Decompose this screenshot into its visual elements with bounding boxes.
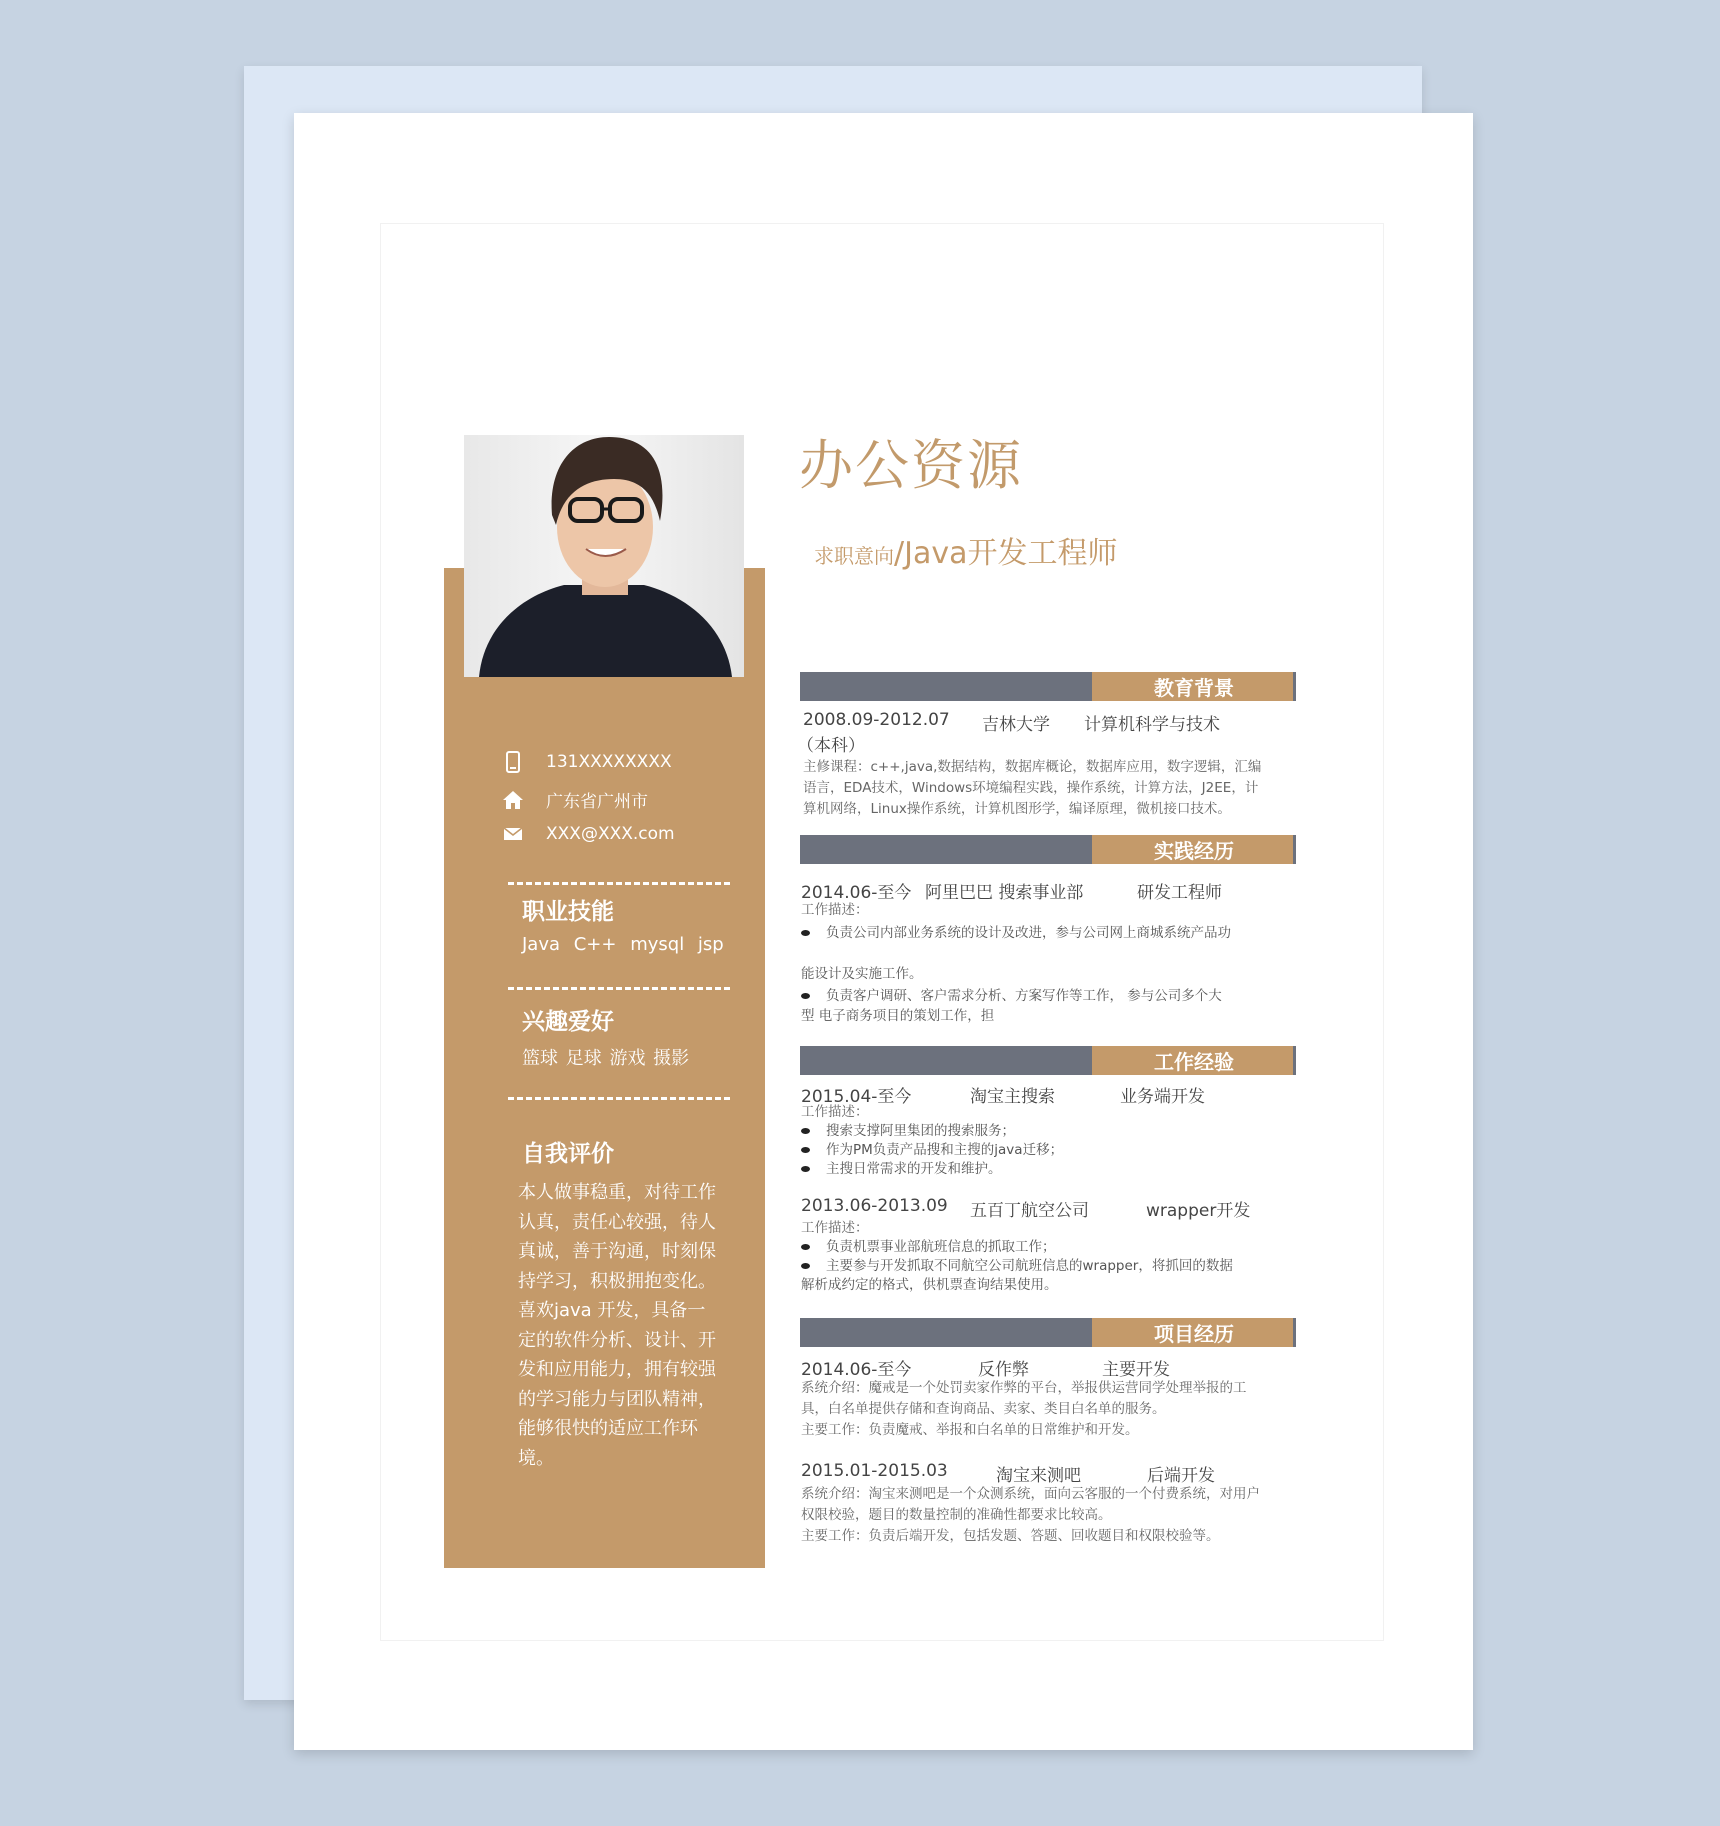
contact-phone (502, 751, 672, 773)
job-intent-label: 求职意向 (814, 544, 894, 568)
project1-duty: 主要工作：负责魔戒、举报和白名单的日常维护和开发。 (801, 1422, 1139, 1438)
project1-intro: 系统介绍：魔戒是一个处罚卖家作弊的平台，举报供运营同学处理举报的工具，白名单提供存储和查询商品、卖家、类目白名单的服务。 (801, 1380, 1247, 1417)
practice-bullet-2-text: 负责客户调研、客户需求分析、方案写作等工作， 参与公司多个大 (826, 988, 1222, 1004)
work2-company: 五百丁航空公司 (970, 1201, 1089, 1221)
practice-period: 2014.06-至今 (801, 883, 912, 903)
work-title: 工作经验 (1092, 1046, 1296, 1075)
hobbies-title: 兴趣爱好 (522, 1009, 614, 1035)
work2-desc-label: 工作描述： (801, 1220, 869, 1236)
job-intent-title: /Java开发工程师 (894, 536, 1118, 571)
self-eval-title: 自我评价 (522, 1141, 614, 1167)
job-intent (814, 528, 1117, 572)
bullet-dot (801, 993, 810, 999)
name-heading: 办公资源 (799, 434, 1023, 497)
work-header-bar (800, 1046, 1296, 1075)
work2-bullet-1 (801, 1237, 1056, 1258)
work2-bullet-1-text: 负责机票事业部航班信息的抓取工作； (826, 1239, 1056, 1255)
home-icon (502, 789, 524, 811)
work1-bullet-3-text: 主搜日常需求的开发和维护。 (826, 1161, 1002, 1177)
work2-role: wrapper开发 (1146, 1201, 1251, 1221)
work1-bullet-3 (801, 1159, 1002, 1180)
project1-name: 反作弊 (978, 1360, 1029, 1380)
divider (508, 1097, 730, 1100)
bullet-dot (801, 1147, 810, 1153)
practice-header-bar (800, 835, 1296, 864)
envelope-icon (502, 823, 524, 845)
practice-role: 研发工程师 (1137, 883, 1222, 903)
phone-icon (502, 751, 524, 773)
practice-bullet-2-cont: 型 电子商务项目的策划工作，担 (801, 1008, 995, 1024)
work2-bullet-2-cont: 解析成约定的格式，供机票查询结果使用。 (801, 1277, 1058, 1293)
hobbies-text: 篮球 足球 游戏 摄影 (522, 1048, 690, 1069)
practice-bullet-1-cont: 能设计及实施工作。 (801, 966, 923, 982)
work2-bullet-2 (801, 1256, 1281, 1277)
education-major: 计算机科学与技术 (1084, 715, 1220, 735)
work1-bullet-2 (801, 1140, 1063, 1161)
divider (508, 882, 730, 885)
practice-title: 实践经历 (1092, 835, 1296, 864)
project2-period: 2015.01-2015.03 (801, 1461, 948, 1481)
projects-header-bar (800, 1318, 1296, 1347)
bullet-dot (801, 1244, 810, 1250)
work1-desc-label: 工作描述： (801, 1104, 869, 1120)
work1-period: 2015.04-至今 (801, 1087, 912, 1107)
education-header-bar (800, 672, 1296, 701)
work2-period: 2013.06-2013.09 (801, 1196, 948, 1216)
practice-bullet-2 (801, 986, 1271, 1007)
bullet-dot (801, 1263, 810, 1269)
project2-duty: 主要工作：负责后端开发，包括发题、答题、回收题目和权限校验等。 (801, 1528, 1220, 1544)
education-degree: （本科） (797, 736, 865, 756)
education-period: 2008.09-2012.07 (803, 710, 950, 730)
bullet-dot (801, 1166, 810, 1172)
skills-text: Java C++ mysql jsp (522, 934, 724, 955)
work1-bullet-1-text: 搜索支撑阿里集团的搜索服务； (826, 1123, 1015, 1139)
education-courses: 主修课程：c++,java,数据结构，数据库概论，数据库应用，数字逻辑，汇编语言，EDA技术，Windows环境编程实践，操作系统，计算方法，J2EE，计算机网络，Linux操作系统，计算机图形学，编译原理，微机接口技术。 (803, 759, 1262, 817)
skills-title: 职业技能 (522, 899, 614, 925)
profile-photo (464, 435, 744, 677)
resume-sheet (294, 113, 1473, 1750)
phone-text: 131XXXXXXXX (546, 752, 672, 772)
work1-role: 业务端开发 (1120, 1087, 1205, 1107)
project2-intro: 系统介绍：淘宝来测吧是一个众测系统，面向云客服的一个付费系统，对用户权限校验，题目的数量控制的准确性都要求比较高。 (801, 1486, 1260, 1523)
project1-role: 主要开发 (1102, 1360, 1170, 1380)
work1-bullet-1 (801, 1121, 1015, 1142)
contact-email (502, 823, 675, 845)
project2-role: 后端开发 (1147, 1466, 1215, 1486)
email-text: XXX@XXX.com (546, 824, 675, 844)
practice-company: 阿里巴巴 搜索事业部 (925, 883, 1084, 903)
self-eval-text: 本人做事稳重，对待工作认真，责任心较强，待人真诚，善于沟通，时刻保持学习，积极拥抱变化。喜欢java 开发，具备一定的软件分析、设计、开发和应用能力，拥有较强的学习能力与团队精神，能够很快的适应工作环境。 (518, 1182, 716, 1469)
bullet-dot (801, 930, 810, 936)
practice-desc-label: 工作描述： (801, 902, 869, 918)
work1-bullet-2-text: 作为PM负责产品搜和主搜的java迁移； (826, 1142, 1064, 1158)
contact-address (502, 787, 648, 812)
practice-bullet-1-text: 负责公司内部业务系统的设计及改进，参与公司网上商城系统产品功 (826, 925, 1231, 941)
education-title: 教育背景 (1092, 672, 1296, 701)
bullet-dot (801, 1128, 810, 1134)
divider (508, 987, 730, 990)
project1-period: 2014.06-至今 (801, 1360, 912, 1380)
work1-company: 淘宝主搜索 (970, 1087, 1055, 1107)
work2-bullet-2-text: 主要参与开发抓取不同航空公司航班信息的wrapper，将抓回的数据 (826, 1258, 1233, 1274)
project2-name: 淘宝来测吧 (996, 1466, 1081, 1486)
projects-title: 项目经历 (1092, 1318, 1296, 1347)
practice-bullet-1 (801, 923, 1271, 944)
education-school: 吉林大学 (982, 715, 1050, 735)
address-text: 广东省广州市 (546, 792, 648, 812)
